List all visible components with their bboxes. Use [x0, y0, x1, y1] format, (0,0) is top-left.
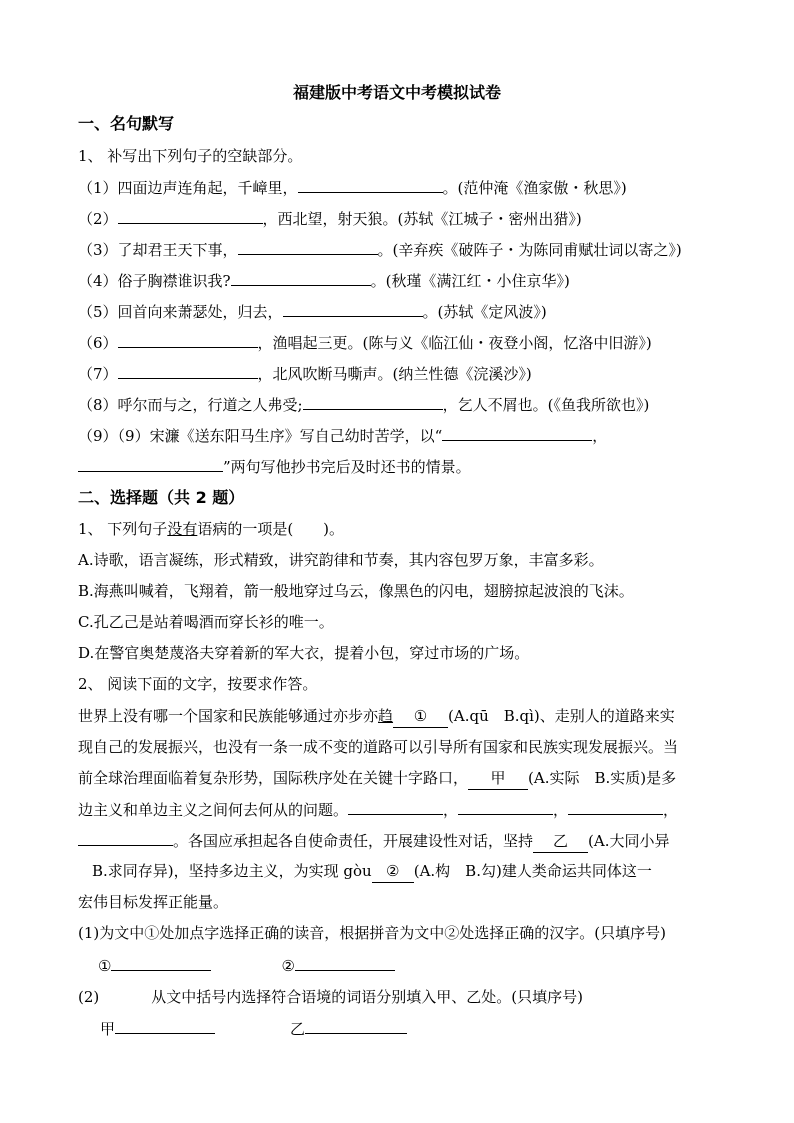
fill-item-7: （7） ，北风吹断马嘶声。(纳兰性德《浣溪沙》): [78, 362, 532, 385]
answer-blank[interactable]: [78, 455, 223, 472]
answer-blank[interactable]: [458, 798, 553, 815]
passage-line-7: 宏伟目标发挥正能量。: [78, 893, 229, 911]
answer-blank[interactable]: [238, 238, 378, 255]
fill-item-1: （1）四面边声连角起，千嶂里， 。(范仲淹《渔家傲・秋思》): [78, 176, 627, 199]
fill-item-9: （9）（9）宋濂《送东阳马生序》写自己幼时苦学，以“ ，: [78, 424, 607, 447]
answer-blank[interactable]: [115, 1017, 215, 1034]
question-1-instruction: 1、 补写出下列句子的空缺部分。: [78, 147, 303, 165]
answer-blank[interactable]: [283, 300, 423, 317]
passage-blank-jia[interactable]: 甲: [468, 767, 528, 790]
answer-blank[interactable]: [231, 269, 371, 286]
page-title: 福建版中考语文中考模拟试卷: [292, 83, 501, 102]
question-2-1: 1、 下列句子没有语病的一项是( )。: [78, 520, 345, 538]
fill-item-9-cont: ”两句写他抄书完后及时还书的情景。: [78, 455, 471, 478]
answer-blank[interactable]: [78, 829, 173, 846]
passage-blank-1[interactable]: ①: [393, 705, 448, 728]
passage-line-3: 前全球治理面临着复杂形势，国际秩序处在关键十字路口， 甲 (A.实际 B.实质)是多: [78, 767, 676, 790]
fill-item-2: （2） ，西北望，射天狼。(苏轼《江城子・密州出猎》): [78, 207, 582, 230]
passage-blank-2[interactable]: ②: [372, 860, 414, 883]
answer-blank[interactable]: [442, 424, 592, 441]
sub-question-1: (1)为文中①处加点字选择正确的读音，根据拼音为文中②处选择正确的汉字。(只填序号): [78, 924, 666, 942]
option-a[interactable]: A.诗歌，语言凝练，形式精致，讲究韵律和节奏，其内容包罗万象，丰富多彩。: [78, 551, 604, 569]
passage-line-4: 边主义和单边主义之间何去何从的问题。 ， ， ，: [78, 798, 678, 821]
answer-blank[interactable]: [111, 954, 211, 971]
answer-blank[interactable]: [118, 207, 263, 224]
answer-blank[interactable]: [298, 176, 443, 193]
answer-blank[interactable]: [118, 331, 258, 348]
fill-item-6: （6） ，渔唱起三更。(陈与义《临江仙・夜登小阁，忆洛中旧游》): [78, 331, 652, 354]
question-2-2: 2、 阅读下面的文字，按要求作答。: [78, 675, 318, 693]
passage-line-6: B.求同存异)，坚持多边主义，为实现 gòu ② (A.构 B.勾)建人类命运共同体这一: [78, 860, 652, 883]
answer-blank[interactable]: [348, 798, 443, 815]
answer-line-2: 甲 乙: [100, 1017, 407, 1040]
answer-blank[interactable]: [118, 362, 258, 379]
fill-item-3: （3）了却君王天下事， 。(辛弃疾《破阵子・为陈同甫赋壮词以寄之》): [78, 238, 682, 261]
answer-blank[interactable]: [303, 393, 443, 410]
answer-blank[interactable]: [305, 1017, 407, 1034]
fill-item-8: （8）呼尔而与之，行道之人弗受; ，乞人不屑也。(《鱼我所欲也》): [78, 393, 649, 416]
answer-line-1: ① ②: [98, 954, 395, 977]
option-b[interactable]: B.海燕叫喊着，飞翔着，箭一般地穿过乌云，像黑色的闪电，翅膀掠起波浪的飞沫。: [78, 582, 634, 600]
fill-item-5: （5）回首向来萧瑟处，归去， 。(苏轼《定风波》): [78, 300, 547, 323]
passage-blank-yi[interactable]: 乙: [533, 830, 588, 853]
section-heading-1: 一、名句默写: [78, 114, 175, 133]
passage-line-5: 。各国应承担起各自使命责任，开展建设性对话，坚持 乙 (A.大同小异: [78, 829, 669, 853]
option-d[interactable]: D.在警官奥楚蔑洛夫穿着新的军大衣，提着小包，穿过市场的广场。: [78, 644, 530, 662]
section-heading-2: 二、选择题（共 2 题）: [78, 488, 245, 507]
option-c[interactable]: C.孔乙己是站着喝酒而穿长衫的唯一。: [78, 613, 334, 631]
passage-line-1: 世界上没有哪一个国家和民族能够通过亦步亦趋 ① (A.qū B.qì)、走别人的道路来实: [78, 705, 675, 728]
answer-blank[interactable]: [295, 954, 395, 971]
passage-line-2: 现自己的发展振兴，也没有一条一成不变的道路可以引导所有国家和民族实现发展振兴。当: [78, 738, 679, 756]
fill-item-4: （4）俗子胸襟谁识我? 。(秋瑾《满江红・小住京华》): [78, 269, 570, 292]
answer-blank[interactable]: [568, 798, 663, 815]
sub-question-2: (2) 从文中括号内选择符合语境的词语分别填入甲、乙处。(只填序号): [78, 988, 583, 1006]
